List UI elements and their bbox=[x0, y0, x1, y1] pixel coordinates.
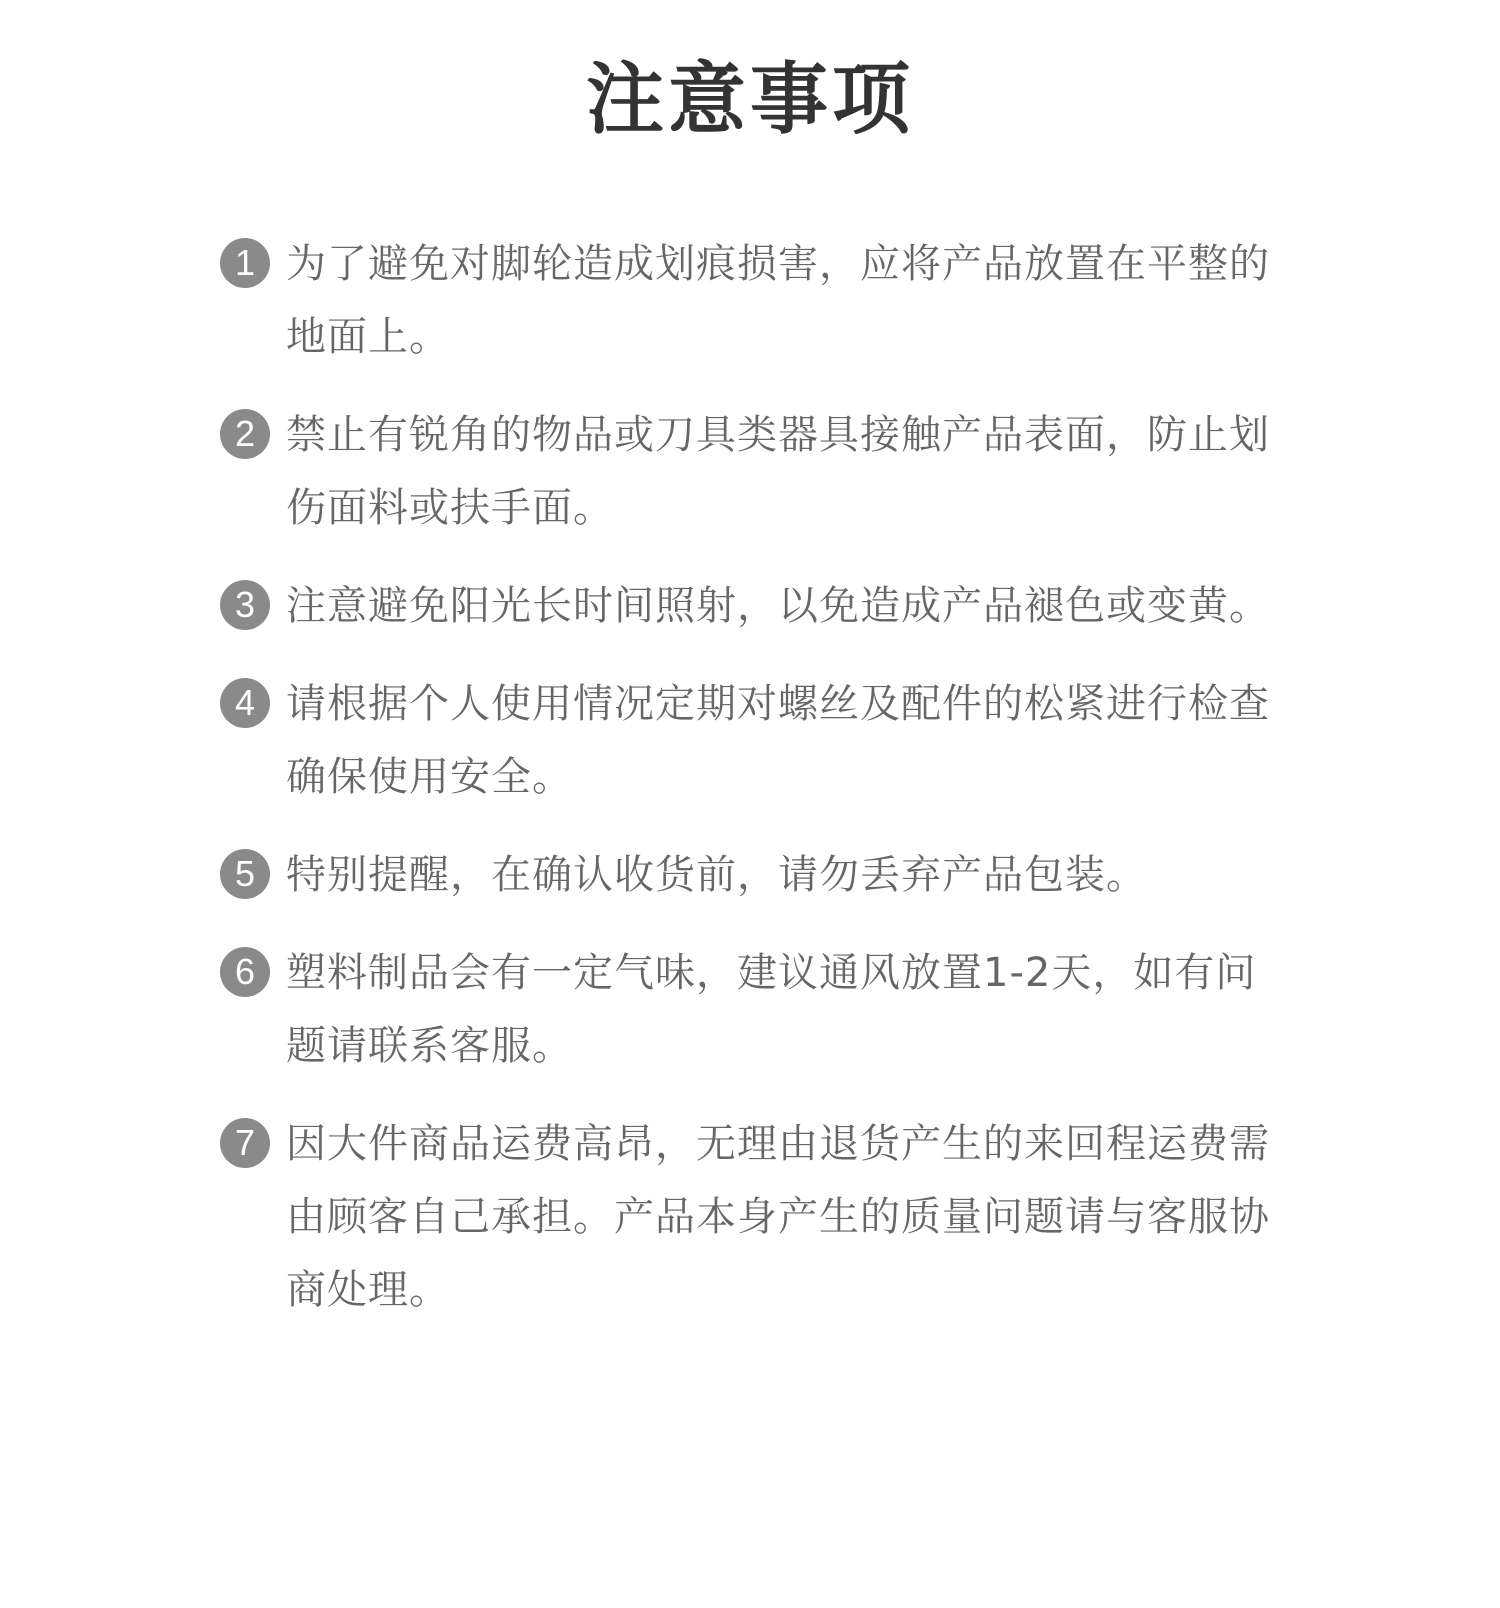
notice-item bbox=[220, 228, 1300, 374]
notice-item bbox=[220, 668, 1300, 814]
number-1-icon: 1 bbox=[220, 238, 270, 288]
number-4-icon: 4 bbox=[220, 678, 270, 728]
notice-text: 禁止有锐角的物品或刀具类器具接触产品表面，防止划伤面料或扶手面。 bbox=[286, 412, 1270, 531]
notice-item bbox=[220, 839, 1300, 912]
notice-list bbox=[220, 228, 1300, 1352]
notice-item bbox=[220, 1108, 1300, 1327]
number-5-icon: 5 bbox=[220, 849, 270, 899]
notice-text: 为了避免对脚轮造成划痕损害，应将产品放置在平整的地面上。 bbox=[286, 241, 1270, 360]
number-6-icon: 6 bbox=[220, 947, 270, 997]
notice-item bbox=[220, 399, 1300, 545]
notice-text: 请根据个人使用情况定期对螺丝及配件的松紧进行检查确保使用安全。 bbox=[286, 681, 1270, 800]
notice-text: 特别提醒，在确认收货前，请勿丢弃产品包装。 bbox=[286, 852, 1147, 898]
notice-item bbox=[220, 570, 1300, 643]
number-2-icon: 2 bbox=[220, 409, 270, 459]
number-7-icon: 7 bbox=[220, 1118, 270, 1168]
notice-text: 注意避免阳光长时间照射，以免造成产品褪色或变黄。 bbox=[286, 583, 1270, 629]
number-3-icon: 3 bbox=[220, 580, 270, 630]
page-title: 注意事项 bbox=[585, 55, 914, 145]
notice-text: 因大件商品运费高昂，无理由退货产生的来回程运费需由顾客自己承担。产品本身产生的质量问题请与客服协商处理。 bbox=[286, 1121, 1270, 1313]
notice-item bbox=[220, 937, 1300, 1083]
notice-text: 塑料制品会有一定气味，建议通风放置1-2天，如有问题请联系客服。 bbox=[286, 950, 1257, 1069]
